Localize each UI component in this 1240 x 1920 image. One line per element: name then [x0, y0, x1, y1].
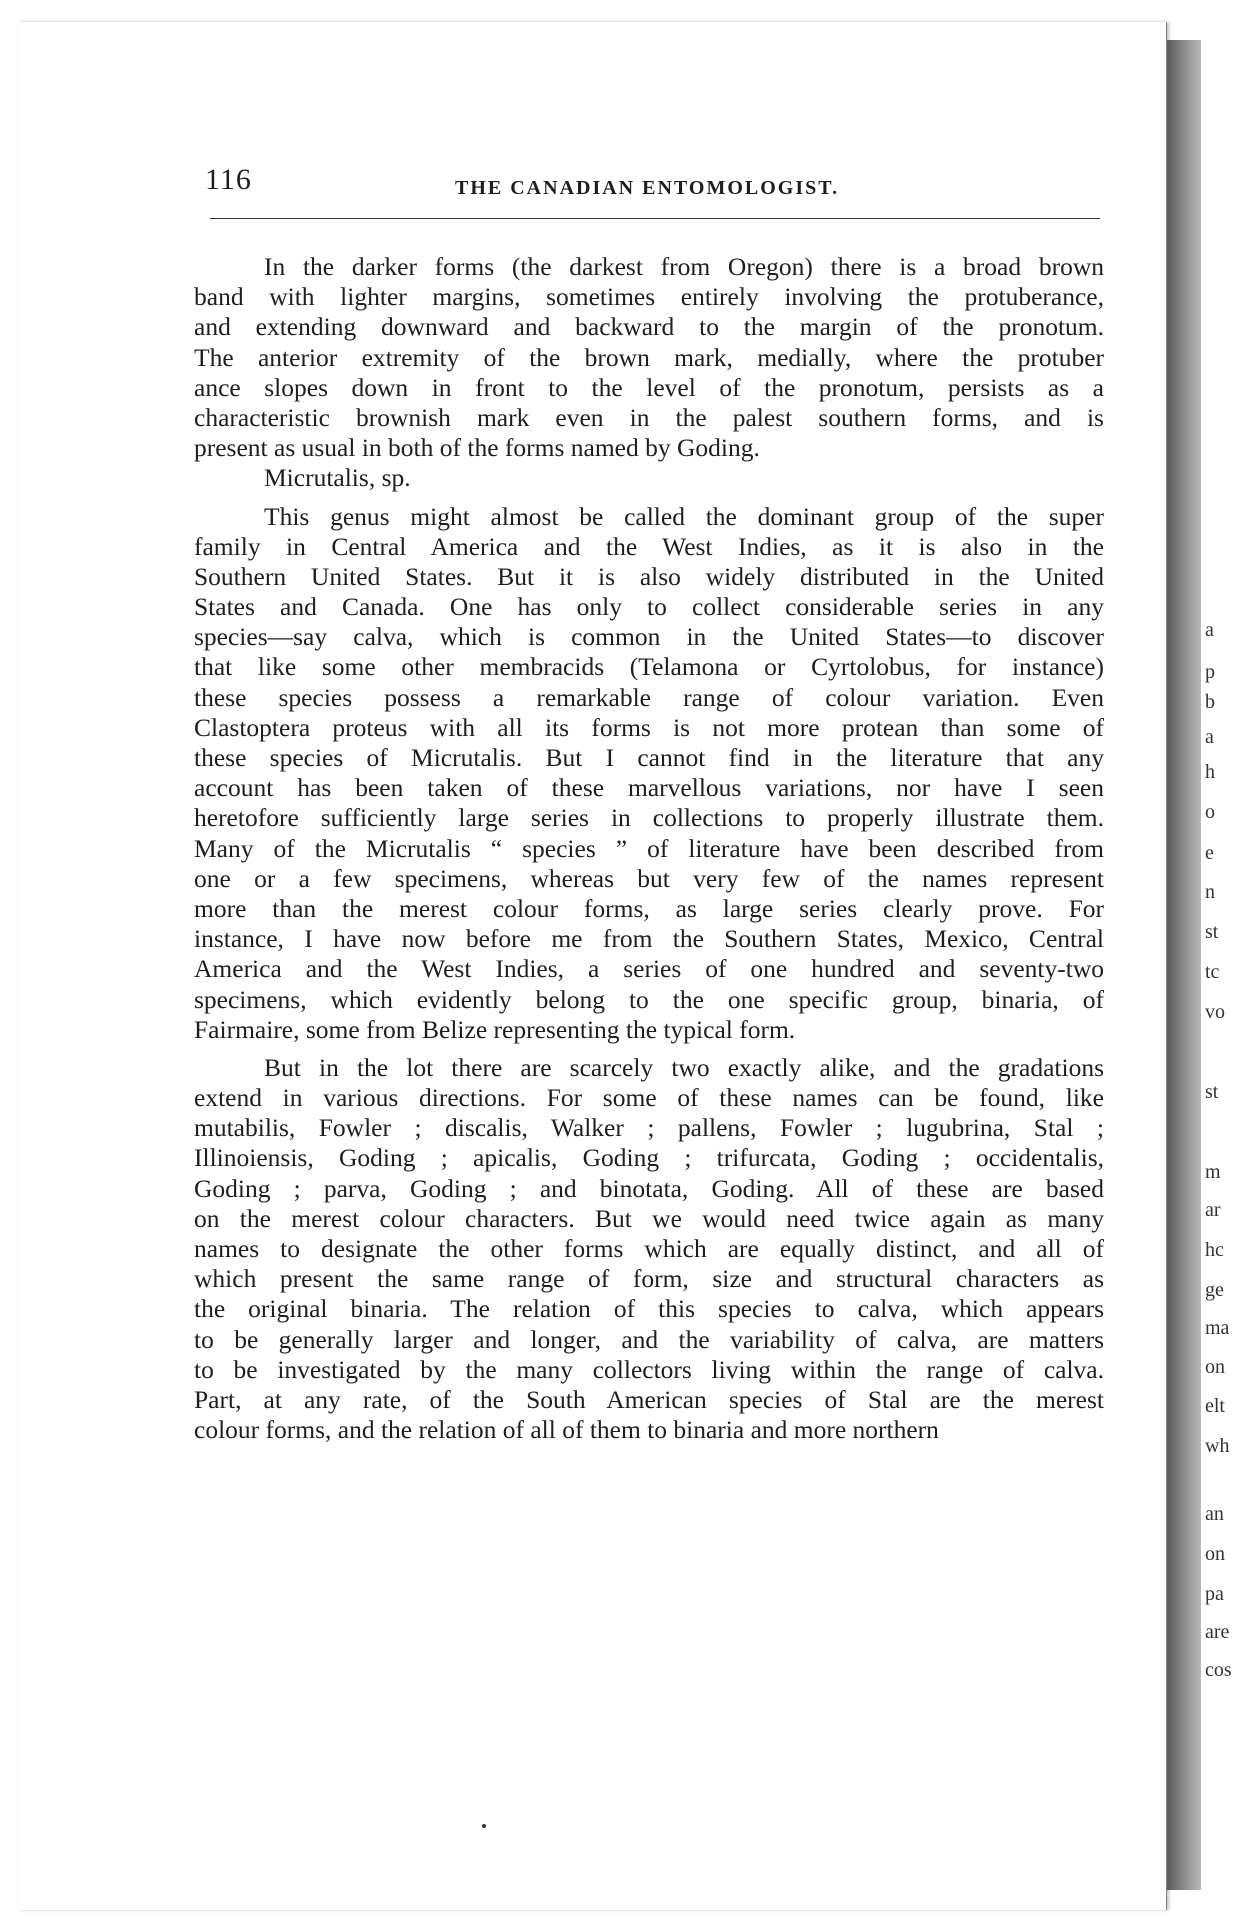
text-line: specimens, which evidently belong to the one specific group, binaria, of — [194, 984, 1104, 1014]
text-line: the original binaria. The relation of this species to calva, which appears — [194, 1294, 1104, 1324]
text-line: Illinoiensis, Goding ; apicalis, Goding ; trifurcata, Goding ; occidentalis, — [194, 1143, 1104, 1173]
facing-page-fragment: st — [1205, 1081, 1219, 1103]
text-line: America and the West Indies, a series of one hundred and seventy-two — [194, 954, 1104, 984]
text-line: Part, at any rate, of the South American species of Stal are the merest — [194, 1384, 1104, 1414]
text-line: Southern United States. But it is also widely distributed in the United — [194, 561, 1104, 591]
facing-page-fragment: elt — [1205, 1395, 1225, 1417]
text-line: species—say calva, which is common in the United States—to discover — [194, 622, 1104, 652]
facing-page-fragment: m — [1205, 1161, 1221, 1183]
text-line: The anterior extremity of the brown mark, medially, where the protuber — [194, 342, 1104, 372]
header-rule — [210, 218, 1100, 219]
text-line: But in the lot there are scarcely two exactly alike, and the gradations — [264, 1052, 1104, 1082]
text-line: that like some other membracids (Telamona or Cyrtolobus, for instance) — [194, 652, 1104, 682]
facing-page-edge — [1201, 40, 1240, 1890]
text-line: instance, I have now before me from the Southern States, Mexico, Central — [194, 924, 1104, 954]
text-line: heretofore sufficiently large series in collections to properly illustrate them. — [194, 803, 1104, 833]
facing-page-fragment: an — [1205, 1503, 1224, 1525]
text-line: Many of the Micrutalis “ species ” of literature have been described from — [194, 833, 1104, 863]
facing-page-fragment: wh — [1205, 1435, 1230, 1457]
facing-page-fragment: hc — [1205, 1239, 1224, 1261]
facing-page-fragment: ge — [1205, 1279, 1224, 1301]
facing-page-fragment: tc — [1205, 961, 1220, 983]
facing-page-fragment: p — [1205, 661, 1215, 683]
page-gutter-shadow — [1167, 40, 1201, 1890]
paragraph-gap — [194, 494, 1104, 502]
text-line: characteristic brownish mark even in the palest southern forms, and is — [194, 402, 1104, 432]
text-line: to be generally larger and longer, and the variability of calva, are matters — [194, 1324, 1104, 1354]
facing-page-fragment: b — [1205, 691, 1215, 713]
facing-page-fragment: ma — [1205, 1317, 1230, 1339]
page-number: 116 — [205, 163, 252, 196]
facing-page-fragment: a — [1205, 619, 1214, 641]
facing-page-fragment: on — [1205, 1543, 1225, 1565]
body-text — [194, 252, 1104, 1445]
text-line: these species of Micrutalis. But I cannot find in the literature that any — [194, 743, 1104, 772]
text-line: account has been taken of these marvellous variations, nor have I seen — [194, 773, 1104, 803]
facing-page-fragment: vo — [1205, 1001, 1225, 1023]
page-header — [205, 163, 1095, 213]
text-line: Goding ; parva, Goding ; and binotata, Goding. All of these are based — [194, 1173, 1104, 1203]
text-line: more than the merest colour forms, as large series clearly prove. For — [194, 893, 1104, 923]
text-line: Micrutalis, sp. — [264, 463, 411, 493]
text-line: family in Central America and the West Indies, as it is also in the — [194, 531, 1104, 561]
text-line: to be investigated by the many collectors living within the range of calva. — [194, 1354, 1104, 1384]
facing-page-fragment: a — [1205, 726, 1214, 748]
text-line: and extending downward and backward to the margin of the pronotum. — [194, 312, 1104, 342]
text-line: ance slopes down in front to the level of the pronotum, persists as a — [194, 372, 1104, 402]
text-line: mutabilis, Fowler ; discalis, Walker ; pallens, Fowler ; lugubrina, Stal ; — [194, 1113, 1104, 1143]
facing-page-fragment: on — [1205, 1356, 1225, 1378]
text-line: In the darker forms (the darkest from Oregon) there is a broad brown — [264, 252, 1104, 281]
paragraph-gap — [194, 1045, 1104, 1053]
text-line: Clastoptera proteus with all its forms is not more protean than some of — [194, 712, 1104, 742]
facing-page-fragment: pa — [1205, 1583, 1224, 1605]
text-line: on the merest colour characters. But we would need twice again as many — [194, 1203, 1104, 1233]
print-speck — [482, 1824, 486, 1828]
facing-page-fragment: e — [1205, 842, 1214, 864]
facing-page-fragment: cos — [1205, 1659, 1232, 1681]
facing-page-fragment: n — [1205, 881, 1215, 903]
text-line: extend in various directions. For some of these names can be found, like — [194, 1083, 1104, 1113]
facing-page-fragment: ar — [1205, 1199, 1221, 1221]
facing-page-fragment: h — [1205, 761, 1215, 783]
text-line: Fairmaire, some from Belize representing the typical form. — [194, 1014, 796, 1044]
text-line: States and Canada. One has only to collect considerable series in any — [194, 592, 1104, 622]
text-line: colour forms, and the relation of all of them to binaria and more northern — [194, 1415, 939, 1445]
text-line: names to designate the other forms which are equally distinct, and all of — [194, 1234, 1104, 1263]
text-line: these species possess a remarkable range of colour variation. Even — [194, 682, 1104, 712]
text-line: present as usual in both of the forms named by Goding. — [194, 433, 760, 463]
facing-page-fragment: o — [1205, 801, 1215, 823]
text-line: which present the same range of form, size and structural characters as — [194, 1264, 1104, 1294]
text-line: one or a few specimens, whereas but very few of the names represent — [194, 863, 1104, 893]
facing-page-fragment: are — [1205, 1621, 1230, 1643]
running-head: THE CANADIAN ENTOMOLOGIST. — [455, 177, 840, 199]
facing-page-fragment: st — [1205, 921, 1219, 943]
text-line: This genus might almost be called the dominant group of the super — [264, 501, 1104, 531]
text-line: band with lighter margins, sometimes entirely involving the protuberance, — [194, 282, 1104, 312]
